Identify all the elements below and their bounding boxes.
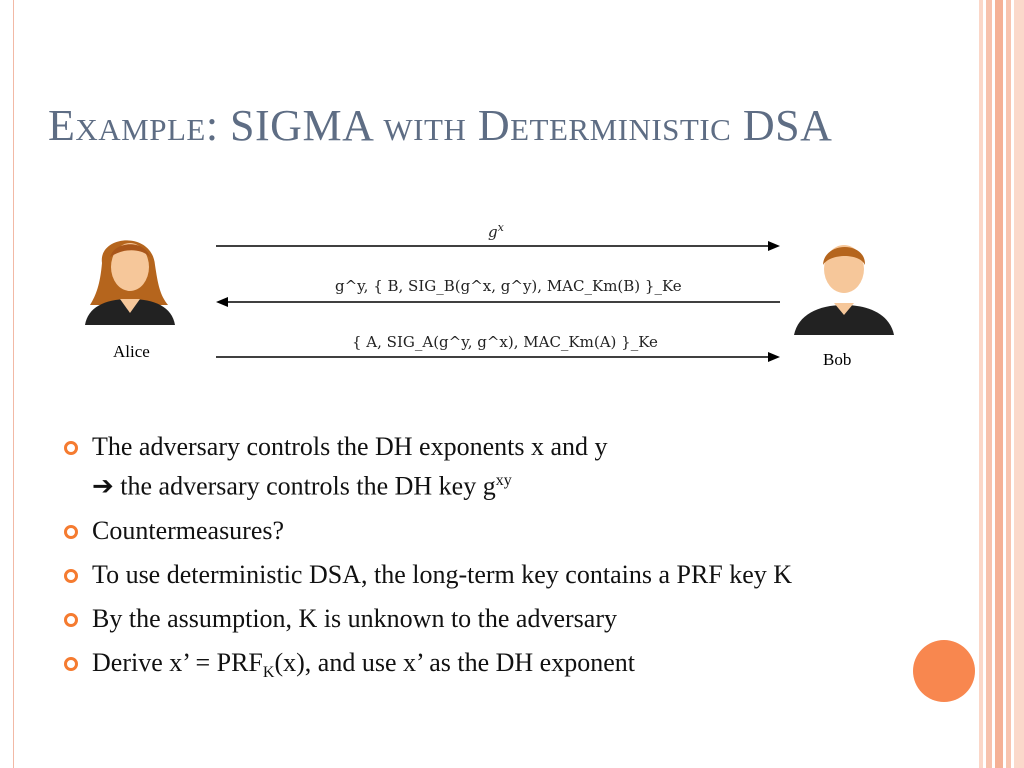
right-stripe-3: [995, 0, 1003, 768]
bullet-icon: [64, 525, 78, 539]
bullet-item-1: [62, 430, 922, 504]
bullet-icon: [64, 657, 78, 671]
bullet-1-superscript: xy: [495, 472, 512, 489]
right-stripe-1: [979, 0, 983, 768]
message-1-base: g: [488, 223, 498, 241]
bullet-5-subscript: K: [262, 663, 275, 681]
message-1-exponent: x: [497, 221, 504, 234]
bullet-item-5: [62, 646, 922, 690]
bullet-icon: [64, 441, 78, 455]
bullet-list: [62, 430, 922, 700]
bullet-5-prefix: Derive x’ = PRF: [92, 647, 263, 677]
right-stripe-4: [1006, 0, 1011, 768]
bullet-item-2: [62, 514, 922, 548]
bob-label: Bob: [823, 350, 852, 369]
protocol-diagram: [80, 215, 920, 385]
bullet-2-text: Countermeasures?: [92, 515, 285, 545]
alice-label: Alice: [113, 342, 150, 361]
bullet-icon: [64, 569, 78, 583]
bullet-icon: [64, 613, 78, 627]
bullet-1-line2: ➔ the adversary controls the DH key g: [92, 471, 496, 501]
slide-title: Example: SIGMA with Deterministic DSA: [48, 101, 833, 150]
bullet-4-text: By the assumption, K is unknown to the adversary: [92, 603, 617, 633]
bullet-5-suffix: (x), and use x’ as the DH exponent: [274, 647, 635, 677]
alice-avatar-icon: [85, 240, 175, 325]
message-1: [488, 221, 504, 241]
bob-avatar-icon: [794, 245, 894, 335]
decorative-orange-circle: [913, 640, 975, 702]
right-stripe-5: [1014, 0, 1024, 768]
left-border-line: [13, 0, 14, 768]
message-3: { A, SIG_A(g^y, g^x), MAC_Km(A) }_Ke: [352, 333, 658, 351]
bullet-item-4: [62, 602, 922, 636]
bullet-1-text: The adversary controls the DH exponents x and y: [92, 432, 608, 461]
right-stripe-2: [986, 0, 992, 768]
message-2: g^y, { B, SIG_B(g^x, g^y), MAC_Km(B) }_Ke: [335, 277, 682, 295]
bullet-item-3: [62, 558, 922, 592]
bullet-3-text: To use deterministic DSA, the long-term key contains a PRF key K: [92, 559, 793, 589]
